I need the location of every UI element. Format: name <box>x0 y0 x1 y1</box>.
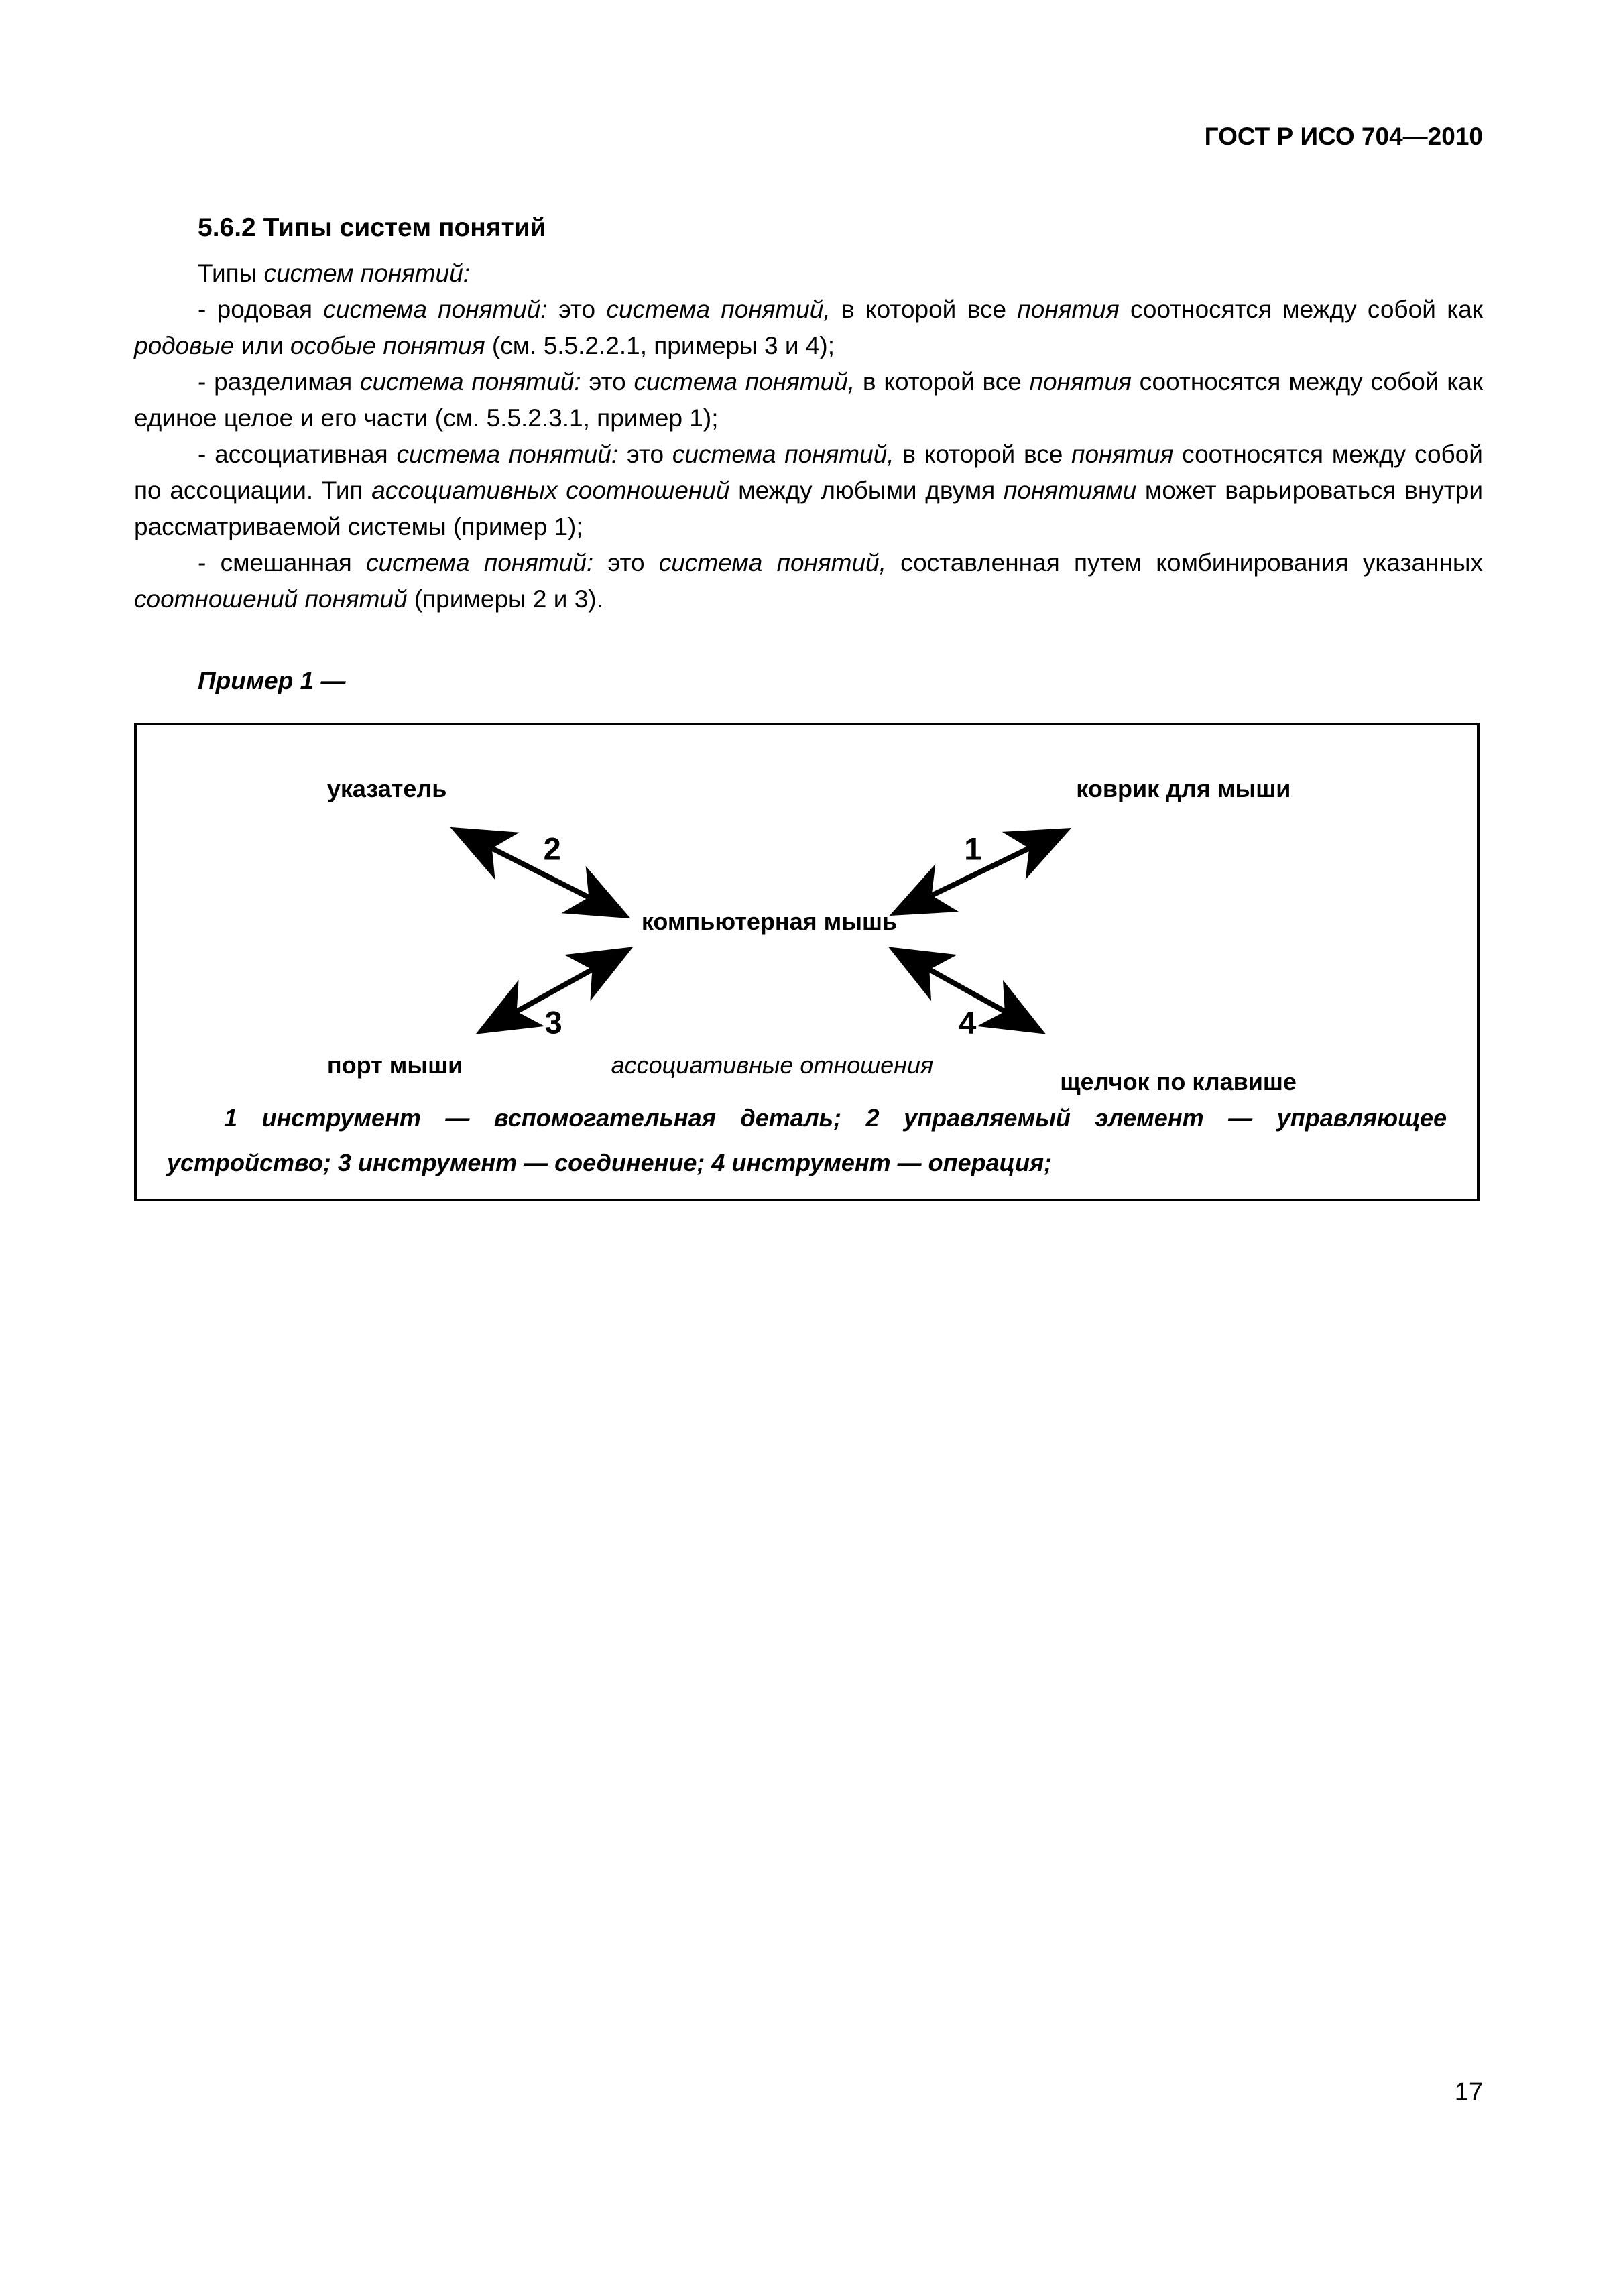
relation-type-label: ассоциативные отношения <box>611 1050 934 1079</box>
node-pointer: указатель <box>326 775 447 803</box>
node-computer-mouse: компьютерная мышь <box>641 907 898 935</box>
figure-caption <box>167 1095 1447 1185</box>
paragraph-types-intro: Типы систем понятий: <box>198 259 471 287</box>
arrow-number-1: 1 <box>964 831 982 867</box>
paragraph-mixed-system: - смешанная система понятий: это система понятий, составленная путем комбинирования указанных соотношений понятий (примеры 2 и 3). <box>134 549 1483 613</box>
section-5-6-2 <box>134 210 1483 617</box>
arrow-number-3: 3 <box>544 1004 562 1040</box>
concept-diagram-figure <box>134 723 1480 1201</box>
paragraph-partitive-system: - разделимая система понятий: это система понятий, в которой все понятия соотносятся между собой как единое целое и его части (см. 5.5.2.3.1, пример 1); <box>134 368 1484 432</box>
node-mouse-port: порт мыши <box>326 1050 463 1079</box>
node-key-click: щелчок по клавише <box>1060 1068 1297 1096</box>
page-number: 17 <box>1454 2078 1483 2106</box>
document-header: ГОСТ Р ИСО 704—2010 <box>1204 123 1483 150</box>
arrow-number-4: 4 <box>959 1004 977 1040</box>
arrow-2-pointer-mouse <box>457 831 623 915</box>
figure-caption-line-2: устройство; 3 инструмент — соединение; 4 инструмент — операция; <box>167 1149 1053 1176</box>
example-1-label: Пример 1 — <box>198 667 346 694</box>
figure-caption-line-1: 1 инструмент — вспомогательная деталь; 2 управляемый элемент — управляющее <box>224 1104 1447 1132</box>
paragraph-generic-system: - родовая система понятий: это система понятий, в которой все понятия соотносятся между собой как родовые или особые понятия (см. 5.5.2.2.1, примеры 3 и 4); <box>134 296 1483 359</box>
arrow-number-2: 2 <box>543 831 561 867</box>
paragraph-associative-system: - ассоциативная система понятий: это система понятий, в которой все понятия соотносятся между собой по ассоциации. Тип ассоциативных соотношений между любыми двумя понятиями может варьироваться внутри рассматриваемой системы (пример 1); <box>134 440 1484 540</box>
node-mouse-pad: коврик для мыши <box>1076 775 1291 803</box>
section-heading: 5.6.2 Типы систем понятий <box>198 213 546 242</box>
